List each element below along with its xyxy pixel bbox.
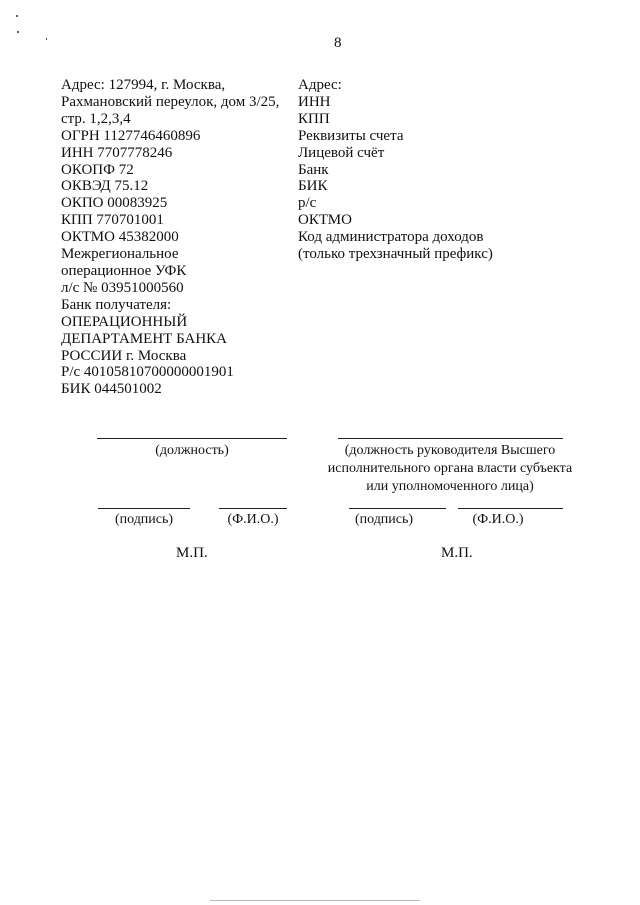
- recipient-line: ОКТМО 45382000: [61, 229, 179, 246]
- recipient-line: ДЕПАРТАМЕНТ БАНКА: [61, 330, 227, 347]
- subject-line: Код администратора доходов: [298, 229, 484, 246]
- recipient-line: РОССИИ г. Москва: [61, 347, 187, 364]
- subject-line: ИНН: [298, 93, 331, 110]
- recipient-line: л/с № 03951000560: [61, 279, 184, 296]
- scan-speck: [17, 31, 19, 33]
- recipient-line: стр. 1,2,3,4: [61, 110, 131, 127]
- subject-line: БИК: [298, 178, 328, 195]
- name-caption-left: (Ф.И.О.): [227, 512, 279, 527]
- subject-line: (только трехзначный префикс): [298, 246, 493, 263]
- subject-line: р/с: [298, 195, 317, 212]
- recipient-line: ОКОПФ 72: [61, 161, 134, 178]
- seal-mark-right: М.П.: [441, 545, 473, 561]
- name-line-right: [458, 508, 563, 509]
- scan-speck: [46, 38, 47, 40]
- recipient-line: КПП 770701001: [61, 212, 164, 229]
- recipient-line: ОКПО 00083925: [61, 195, 168, 212]
- recipient-line: Рахмановский переулок, дом 3/25,: [61, 93, 280, 110]
- signature-line-left: [98, 508, 190, 509]
- page-number: 8: [334, 35, 342, 51]
- position-caption-right-1: (должность руководителя Высшего: [344, 443, 556, 458]
- recipient-line: ИНН 7707778246: [61, 144, 173, 161]
- position-caption-right-2: исполнительного органа власти субъекта: [327, 461, 573, 476]
- subject-details: [298, 77, 598, 263]
- seal-mark-left: М.П.: [176, 545, 208, 561]
- position-caption-right-3: или уполномоченного лица): [366, 479, 534, 494]
- subject-line: КПП: [298, 110, 330, 127]
- subject-line: ОКТМО: [298, 212, 352, 229]
- signature-caption-right: (подпись): [354, 512, 414, 527]
- subject-line: Реквизиты счета: [298, 127, 404, 144]
- recipient-line: операционное УФК: [61, 262, 187, 279]
- signature-caption-left: (подпись): [114, 512, 174, 527]
- recipient-line: Банк получателя:: [61, 296, 172, 313]
- recipient-line: БИК 044501002: [61, 381, 162, 398]
- position-line-right: [338, 438, 563, 439]
- subject-line: Банк: [298, 161, 329, 178]
- recipient-line: ОПЕРАЦИОННЫЙ: [61, 313, 188, 330]
- position-line-left: [97, 438, 287, 439]
- recipient-details: [61, 77, 291, 398]
- position-caption-left: (должность): [155, 443, 229, 458]
- subject-line: Адрес:: [298, 77, 342, 93]
- recipient-line: ОГРН 1127746460896: [61, 127, 201, 144]
- scan-speck: [16, 15, 18, 17]
- subject-line: Лицевой счёт: [298, 144, 385, 161]
- recipient-line: ОКВЭД 75.12: [61, 178, 149, 195]
- recipient-line: Межрегиональное: [61, 246, 179, 263]
- name-caption-right: (Ф.И.О.): [472, 512, 524, 527]
- recipient-line: Адрес: 127994, г. Москва,: [61, 77, 226, 93]
- signature-line-right: [349, 508, 446, 509]
- name-line-left: [219, 508, 287, 509]
- page-bottom-edge: [210, 900, 420, 901]
- recipient-line: Р/с 40105810700000001901: [61, 364, 234, 381]
